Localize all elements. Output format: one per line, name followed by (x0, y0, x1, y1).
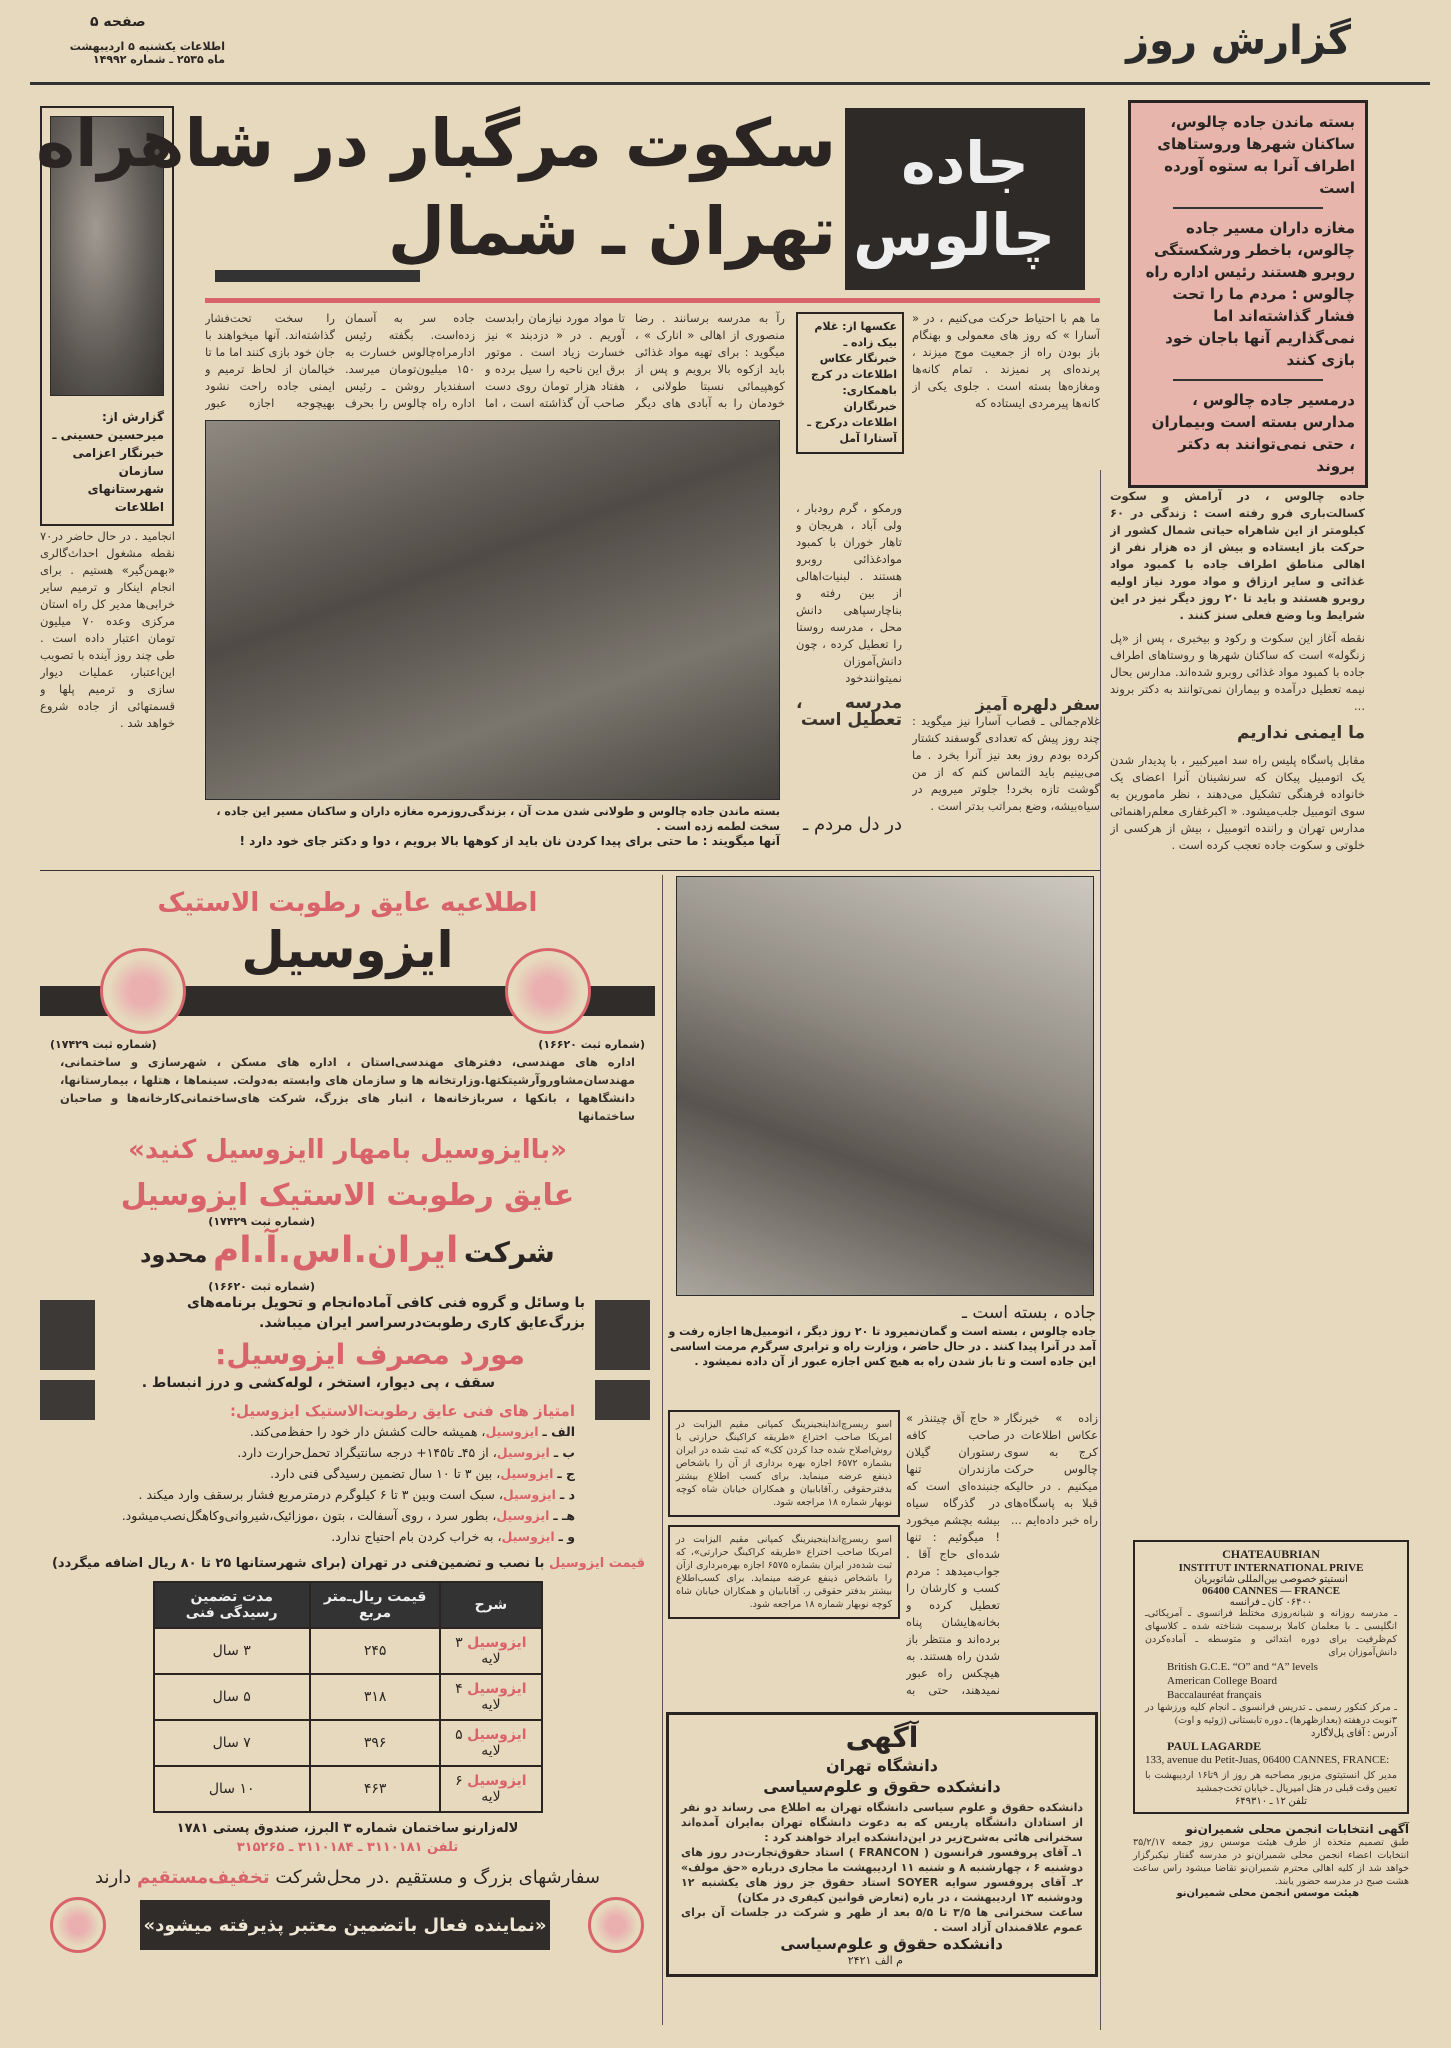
table-row (154, 1766, 542, 1812)
school-city: 06400 CANNES — FRANCE (1202, 1585, 1340, 1597)
article-column: ما هم با احتیاط حرکت می‌کنیم ، در « آسارا » که روز های معمولی و بهنگام باز بودن راه از جمعیت موج میزند ، پرنده‌ای پر نمیزند . تمام کانه‌ها ومغازه‌ها بسته است . جلوی یکی از کانه‌ها پیرمردی ایستاده که (912, 311, 1100, 410)
table-cell: ۳۱۸ (310, 1674, 440, 1720)
isosil-seal-icon (100, 948, 186, 1034)
dateline (55, 40, 225, 66)
notice-hours: ساعت سخنرانی ها ۳/۵ تا ۵/۵ بعد از ظهر و شرکت در جلسات آن برای عموم علاقمندان آزاد است . (681, 1906, 1083, 1934)
column-rule (662, 875, 663, 2025)
patent-ad-text: اسو ریسرچ‌انداینجینرینگ کمپانی مقیم الیزابت در امریکا صاحب اختراع «طریقه کراکینگ حرارتی با روش‌اصلاح شده جدا کردن کک» که ثبت شده در ایران بشماره ۶۵۷۲ اجازه بهره برداری از آن را باشخاص ذینفع عرضه مینماید. برای کسب اطلاع بیشتر بدفترحقوقی ر.آقابابیان و همکاران خیابان شاه کوچه نوبهار شماره ۱۸ مراجعه شود. (676, 1419, 892, 1508)
ad-square (595, 1380, 650, 1420)
road-worker-photo (676, 876, 1094, 1296)
article-text: مقابل پاسگاه پلیس راه سد امیرکبیر ، با پدیدار شدن یک اتومبیل پیکان که سرنشینان آنرا اعضای یک خانواده فرهنگی تشکیل می‌دهند ، نظر مامورین به سوی اتومبیل جلب‌میشود. « اکبرغفاری معلم‌راهنمائی مدارس تهران و راننده اتومبیل ، بیش از هرکسی از خلوتی و سکوت جاده تعجب کرده است . (1110, 753, 1365, 852)
highlight-divider (1173, 379, 1323, 381)
company-brand: ایران.اس.آ.ام (212, 1230, 459, 1271)
reporter-caption: گزارش از: میرحسین حسینی ـ خبرنگار اعزامی سازمان شهرستانهای اطلاعات (52, 410, 164, 514)
isosil-seal-icon (588, 1897, 644, 1953)
article-column: رآ به مدرسه برسانند . رضا منصوری از اهالی « انارک » ، میگوید : برای تهیه مواد غذائی باید ازکوه بالا برویم و پس از کوهپیمائی نسبتا طولانی ، خودمان را به آبادی های دیگر (635, 311, 785, 410)
shemiran-signature: هیئت موسس انجمن محلی شمیران‌نو (1176, 1888, 1359, 1899)
ad-title: اطلاعیه عایق رطوبت الاستیک (157, 888, 538, 918)
orders-text: سفارشهای بزرگ و مستقیم .در محل‌شرکت (275, 1867, 600, 1888)
school-features: ـ مدرسه روزانه و شبانه‌روزی مختلط فرانسوی ـ آمریکائی‌ـ انگلیسی ـ با معلمان کاملا برسمیت شناخته شده ـ کلاسهای کم‌ظرفیت برای دوره ابتدائی و متوسطه ـ آماده‌کردن دانش‌آموزان برای (1145, 1609, 1397, 1658)
feature-item (60, 1421, 575, 1442)
company-name (40, 1228, 655, 1280)
feature-item (60, 1505, 575, 1526)
table-row (154, 1674, 542, 1720)
isosil-seal-icon (50, 1897, 106, 1953)
section-logo: گزارش روز (1126, 18, 1351, 64)
banner-text: «نماینده فعال باتضمین معتبر پذیرفته میشود» (143, 1914, 547, 1936)
features-list (40, 1421, 655, 1547)
notice-title: آگهی (845, 1721, 919, 1754)
feature-text: ، به‌ خراب کردن بام احتیاج ندارد. (331, 1529, 502, 1544)
notice-body: دانشکده حقوق و علوم سیاسی دانشگاه تهران به اطلاع می رساند دو نفر از استادان دانشگاه پاریس که به دعوت دانشگاه تهران به‌ایران آمده‌اند سخنرانی هائی به‌شرح‌زیر در این‌دانشکده ایراد خواهند کرد : (681, 1801, 1083, 1844)
feature-letter: ب ـ (553, 1445, 575, 1460)
masthead-rule (30, 82, 1430, 85)
feature-brand: ایزوسیل (485, 1424, 539, 1439)
feature-letter: ج ـ (557, 1466, 575, 1481)
ad-square (40, 1300, 95, 1370)
school-subtitle: INSTITUT INTERNATIONAL PRIVE (1178, 1562, 1364, 1574)
headline-line-1: سکوت مرگبار در شاهراه (36, 105, 836, 182)
headline-kicker-box (845, 108, 1085, 290)
exam-item: American College Board (1167, 1675, 1277, 1687)
ad-phone: تلفن ۳۱۱۰۱۸۱ ـ ۳۱۱۰۱۸۴ ـ ۳۱۵۲۶۵ (236, 1840, 459, 1855)
school-city-fa: ۰۶۴۰۰ کان ـ فرانسه (1229, 1597, 1313, 1608)
dateline-line: اطلاعات یکشنبه ۵ اردیبهشت (69, 40, 225, 53)
price-heading (40, 1555, 655, 1573)
ad-black-bar (40, 986, 655, 1016)
feature-text: ، بطور سرد ، روی آسفالت ، بتون ،موزائیک،شیروانی‌وکاهگل‌نصب‌میشود. (121, 1508, 497, 1523)
table-row (154, 1720, 542, 1766)
row-layer: ۴ لایه (455, 1681, 501, 1713)
usage-title: مورد مصرف ایزوسیل: (215, 1338, 525, 1371)
feature-letter: هـ ـ (553, 1508, 575, 1523)
article-column (796, 500, 902, 806)
ad-brand: ایزوسیل (241, 921, 454, 979)
article-text: ورمکو ، گرم رودبار ، ولی آباد ، هریجان و تاهار خوران با کمبود موادغذائی روبرو هستند . لبنیات‌اهالی از بین رفته و بناچارسپاهی دانش محل ، مدرسه روستا را تعطیل کرده ، چون دانش‌آموزان نمیتوانندخود (796, 501, 902, 685)
photo-caption-2: جاده چالوس ، بسته است و گمان‌نمیرود تا ۲۰ روز دیگر ، اتومبیل‌ها اجازه رفت و آمد در آنرا پیدا کنند . در حال حاضر ، وزارت راه و ترابری سرگرم مرمت اساسی این جاده است و تا باز شدن راه به هیچ کس اجازه عبور از آن داده نمیشود . (668, 1325, 1096, 1368)
subhead: ما ایمنی نداریم (1236, 723, 1365, 743)
notice-code: م الف ۲۴۲۱ (847, 1954, 903, 1967)
shemiran-body: طبق تصمیم متخذه از طرف هیئت موسس روز جمعه ۳۵/۲/۱۷ انتخابات اعضاء انجمن محلی شمیران‌نو در مدرسه گفتار نیکبرگزار خواهد شد از کلیه اهالی محترم شمیران‌نو تقاضا میشود راس ساعت هشت صبح در مدرسه حضور یابند. (1133, 1837, 1409, 1887)
ad-square (40, 1380, 95, 1420)
article-column: « حاج آق چیتنذر » صاحب کافه رستوران گیلان مازندران تنها جنبنده‌ای است که در گذرگاه سیاه بیشه بچشم میخورد ! میگوئیم : تنها شده‌ای حاج آقا . جواب‌میدهد : مردم کسب و کارشان را تعطیل کرده و بخانه‌هایشان پناه برده‌اند و منتظر باز شدن راه هستند. به هیچکس راه عبور نمیدهند، حتی به (906, 1411, 1000, 1697)
notice-item: ۱ـ آقای پروفسور فرانسون ( FRANCON ) استاد حقوق‌تجارت‌در روز های دوشنبه ۶ ، چهارشنبه ۸ و شنبه ۱۱ اردیبهشت ما مجاری درباره «حق مولف» (681, 1846, 1084, 1874)
company-suffix: محدود (140, 1243, 208, 1268)
ad-square (595, 1300, 650, 1370)
article-column: زاده » خبرنگار عکاس اطلاعات در کرج به سوی چالوس حرکت میکنیم . در حالیکه قبلا به پاسگاه‌های راه خبر داده‌ایم ... (1004, 1411, 1098, 1527)
contact-name: PAUL LAGARDE (1167, 1739, 1262, 1753)
headline-red-rule (205, 298, 1100, 303)
article-column (1110, 488, 1365, 1528)
caption-head: جاده ، بسته است ـ (961, 1303, 1096, 1323)
row-brand: ایزوسیل (467, 1635, 527, 1651)
feature-text: ، سبک است وبین ۳ تا ۶ کیلوگرم درمترمربع فشار برسقف وارد میکند . (138, 1487, 503, 1502)
feature-text: ، بین ۳ تا ۱۰ سال تضمین رسیدگی فنی دارد. (270, 1466, 501, 1481)
table-header: مدت تضمین رسیدگی فنی (154, 1582, 310, 1628)
highlight-item: درمسیر جاده چالوس ، مدارس بسته است وبیماران ، حتی نمی‌توانند به دکتر بروند (1151, 391, 1355, 475)
feature-item (60, 1463, 575, 1484)
director-note: مدیر کل انستیتوی مزبور مصاحبه هر روز از ۹تا۱۶ اردیبهشت با تعیین وقت قبلی در هتل امپریال ـ خیابان تخت‌جمشید (1145, 1771, 1397, 1794)
table-header: شرح (440, 1582, 541, 1628)
page-number: صفحه ۵ (90, 14, 146, 30)
table-cell: ۳ سال (154, 1628, 310, 1674)
subhead: مدرسه ، تعطیل است (796, 693, 902, 730)
article-column (912, 696, 1100, 864)
photo-caption-2-block (668, 1302, 1096, 1369)
column-rule (1100, 470, 1101, 2030)
highlight-item: مغازه داران مسیر جاده چالوس، باخطر ورشکستگی روبرو هستند رئیس اداره راه چالوس : مردم ما را تحت فشار گذاشته‌اند اما نمی‌گذاریم آنها باجان خود بازی کنند (1145, 219, 1355, 369)
ad-title-2: عایق رطوبت الاستیک ایزوسیل (120, 1178, 575, 1213)
reg-number: (شماره ثبت ۱۶۶۲۰) (538, 1038, 645, 1051)
table-cell (440, 1674, 541, 1720)
notice-signature: دانشکده حقوق و علوم‌سیاسی (780, 1935, 1003, 1953)
patent-ad-text: اسو ریسرچ‌انداینجینرینگ کمپانی مقیم الیزابت در امریکا صاحب اختراع «طریقه کراکینگ حرارتی»، که ثبت شده‌در ایران بشماره ۶۵۷۵ اجازه بهره‌برداری ازآن را باشخاص ذینفع عرضه مینماید. برای کسب‌اطلاع بیشتر بدفتر حقوقی ر. آقابابیان و همکاران خیابان شاه کوچه نوبهار شماره ۱۸ مراجعه شود. (676, 1534, 892, 1610)
table-cell: ۷ سال (154, 1720, 310, 1766)
dateline-line: ماه ۲۵۳۵ ـ شماره ۱۴۹۹۲ (92, 53, 225, 66)
highlights-box (1128, 100, 1368, 488)
company-prefix: شرکت (463, 1236, 555, 1269)
row-brand: ایزوسیل (467, 1773, 527, 1789)
table-cell: ۴۶۳ (310, 1766, 440, 1812)
school-name: CHATEAUBRIAN (1222, 1547, 1320, 1561)
row-brand: ایزوسیل (467, 1681, 527, 1697)
subhead: سفر دلهره آمیز (975, 696, 1100, 714)
headline-kicker: جاده چالوس (853, 129, 1055, 269)
small-ads-stack (668, 1410, 900, 1619)
isosil-ad (40, 880, 655, 1953)
feature-brand: ایزوسیل (502, 1487, 556, 1502)
right-bottom-stack (1133, 1540, 1409, 1899)
contact-phone: تلفن ۱۲ ـ ۶۴۹۳۱۰ (1234, 1796, 1308, 1807)
orders-line (40, 1865, 655, 1891)
photo-caption-1 (205, 804, 780, 849)
article-column: جاده سر به آسمان زده‌است. بگفته رئیس ادارمراه‌چالوس خسارت به ۱۵۰ میلیون‌تومان میرسد. اسفندیار روشن ـ رئیس اداره راه چالوس را بحرف (345, 311, 475, 410)
article-text: نقطه آغاز این سکوت و رکود و بیخبری ، پس از «پل زنگوله» است که ساکنان شهرها و روستاهای اطراف جاده با کمبود مواد غذائی روبرو شده‌اند. مدارس بحال نیمه تعطیل درآمده و بیماران نمی‌توانند به دکتر بروند ... (1110, 631, 1365, 713)
highlight-divider (1173, 207, 1323, 209)
banner-row (40, 1897, 655, 1953)
reg-number: (شماره ثبت ۱۷۴۲۹) (208, 1215, 315, 1228)
feature-letter: د ـ (559, 1487, 575, 1502)
table-row (154, 1628, 542, 1674)
shemiran-notice (1133, 1822, 1409, 1899)
row-brand: ایزوسیل (467, 1727, 527, 1743)
feature-item (60, 1526, 575, 1547)
caption-text: بسته ماندن جاده چالوس و طولانی شدن مدت آن ، بزندگی‌روزمره مغازه داران و ساکنان مسیر این جاده ، سخت لطمه زده است . (216, 805, 780, 833)
shemiran-title: آگهی انتخابات انجمن محلی شمیران‌نو (1185, 1822, 1409, 1836)
feature-brand: ایزوسیل (500, 1466, 554, 1481)
representative-banner (140, 1900, 550, 1950)
notice-org: دانشگاه تهران (826, 1756, 938, 1775)
table-cell: ۳۹۶ (310, 1720, 440, 1766)
feature-item (60, 1484, 575, 1505)
article-lede: جاده چالوس ، در آرامش و سکوت کسالت‌باری فرو رفته است : زندگی در ۶۰ کیلومتر از این شاهراه حیاتی شمال کشور از حرکت باز ایستاده و بیش از ده هزار نفر از اهالی مناطق اطراف جاده با کمبود مواد غذائی و سایر ارزاق و مواد مورد نیاز اولیه روبرو هستند و باید تا ۲۰ روز دیگر نیز در این شرایط وبا وضع فعلی سنز کنند . (1110, 489, 1365, 622)
table-cell (440, 1766, 541, 1812)
university-notice (666, 1712, 1098, 1977)
feature-letter: و ـ (558, 1529, 575, 1544)
exam-item: Baccalauréat français (1167, 1689, 1262, 1701)
reg-number: (شماره ثبت ۱۷۴۲۹) (50, 1038, 157, 1051)
photo-credit-box (796, 312, 904, 454)
article-column: انجامید . در حال حاضر در۷۰ نقطه مشغول احداث‌گالری «بهمن‌گیر» هستیم . برای انجام اینکار و ترمیم سایر خرابی‌ها مدیر کل راه استان مرکزی وعده ۷۰ میلیون تومان اعتبار داده است . طی چند روز آینده با تصویب این‌اعتبار، عملیات دیوار سازی و ترمیم پلها و قسمتهائی از جاده شروع خواهد شد . (40, 529, 175, 730)
headline-line-2: تهران ـ شمال (387, 193, 836, 270)
row-layer: ۶ لایه (455, 1773, 501, 1805)
table-cell: ۱۰ سال (154, 1766, 310, 1812)
patent-ad (668, 1410, 900, 1517)
ad-address: لاله‌زارنو ساختمان شماره ۳ البرز، صندوق پستی ۱۷۸۱ (176, 1821, 519, 1836)
row-layer: ۳ لایه (455, 1635, 501, 1667)
table-cell (440, 1628, 541, 1674)
villagers-photo (205, 420, 780, 800)
feature-letter: الف ـ (542, 1424, 575, 1439)
ad-audience: اداره های مهندسی، دفترهای مهندسی‌استان ، اداره های مسکن ، شهرسازی و ساختمانی، مهندسان‌مشاوروآرشیتکتها.وزارتخانه ها و سازمان های وابسته به‌دولت. سینماها ، هتلها ، بیمارستانها، دانشگاهها ، بانکها ، سربازخانه‌ها ، انبار های بزرگ، شرکت های‌ساختمانی‌کارخانه‌ها و صاحبان ساختمانها (60, 1055, 635, 1123)
article-text: غلام‌جمالی ـ قصاب آسارا نیز میگوید : چند روز پیش که تعدادی گوسفند کشتار کرده بودم روز بعد نیز آنرا بخرد . ما می‌بینیم باید التماس کنم که از من گوشت تازه بخرد! جلوتر میرویم در سیاه‌بیشه، وضع بمراتب بدتر است . (912, 714, 1100, 813)
headline-dash (215, 270, 420, 282)
table-cell: ۵ سال (154, 1674, 310, 1720)
isosil-seal-icon (505, 948, 591, 1034)
reg-number: (شماره ثبت ۱۶۶۲۰) (208, 1280, 315, 1293)
school-features: ـ مرکز کنکور رسمی ـ تدریس فرانسوی ـ انجام کلیه ورزشها در ۳نوبت درهفته (بعدازظهرها) ـ دوره تابستانی (ژوئیه و اوت) (1145, 1703, 1397, 1726)
section-divider (40, 870, 1100, 871)
patent-ad (668, 1525, 900, 1619)
article-column: را سخت تحت‌فشار گذاشته‌اند. آنها میخواهند با جان خود بازی کنند اما ما تا خیالمان از لحاظ ترمیم و ایمنی جاده راحت نشود بهیچوجه اجازه عبور (205, 311, 335, 410)
table-cell: ۲۴۵ (310, 1628, 440, 1674)
row-layer: ۵ لایه (455, 1727, 501, 1759)
orders-discount: تخفیف‌مستقیم (136, 1867, 270, 1888)
feature-brand: ایزوسیل (496, 1508, 550, 1523)
feature-item (60, 1442, 575, 1463)
price-brand: قیمت ایزوسیل (548, 1556, 645, 1571)
ad-capability: با وسائل و گروه فنی کافی آماده‌انجام و تحویل برنامه‌های بزرگ‌عایق کاری رطوبت‌درسراسر ایران میباشد. (186, 1295, 585, 1331)
feature-text: ، از ۴۵ـ تا۱۴۵+ درجه سانتیگراد تحمل‌حرارت دارد. (237, 1445, 497, 1460)
school-name-fa: انستیتو خصوصی بین‌المللی شاتوبریان (1194, 1574, 1348, 1585)
feature-brand: ایزوسیل (501, 1529, 555, 1544)
orders-end: دارند (95, 1867, 132, 1888)
price-text: با نصب و تضمین‌فنی در تهران (برای شهرستانها ۲۵ تا ۸۰ ریال اضافه میگردد) (51, 1556, 545, 1571)
address-label: آدرس : آقای پل‌لاگارد (1310, 1728, 1397, 1739)
features-title: امتیاز های فنی عایق رطوبت‌الاستیک ایزوسیل: (229, 1402, 575, 1420)
notice-item: ۲ـ آقای پروفسور سوایه SOYER استاد حقوق جز روز های یکشنبه ۱۲ ودوشنبه ۱۳ اردیبهشت ، در باره (تعارض قوانین کیفری در مکان) (681, 1876, 1083, 1904)
exam-item: British G.C.E. “O” and “A” levels (1167, 1661, 1318, 1673)
feature-text: ، همیشه حالت کشش دار خود را حفظ‌می‌کند. (249, 1424, 486, 1439)
chateaubrian-ad (1133, 1540, 1409, 1814)
price-table (153, 1581, 543, 1813)
caption-quote: آنها میگویند : ما حتی برای پیدا کردن نان باید از کوهها بالا برویم ، دوا و دکتر جای خود دارد ! (239, 834, 780, 848)
feature-brand: ایزوسیل (496, 1445, 550, 1460)
photo-credit: عکسها از: غلام بیک زاده ـ خبرنگار عکاس اطلاعات در کرج باهمکاری: خبرنگاران اطلاعات درکرج ـ آستارا آمل (807, 320, 897, 445)
contact-address: 133, avenue du Petit-Juas, 06400 CANNES, FRANCE: (1145, 1754, 1390, 1766)
table-cell (440, 1720, 541, 1766)
article-column: تا مواد مورد نیازمان رابدست آوریم . در « دزدبند » نیز خسارت زیاد است . موتور برق این ناحیه را سیل برده و هفتاد هزار تومان روی دست صاحب آن گذاشته است ، اما (485, 311, 625, 410)
ad-slogan: «باایزوسیل بامهار اایزوسیل کنید» (128, 1135, 567, 1165)
usage-text: سقف ، پی دیوار، استخر ، لوله‌کشی و درز انبساط . (141, 1375, 495, 1391)
highlight-item: بسته ماندن جاده چالوس، ساکنان شهرها وروستاهای اطراف آنرا به ستوه آورده است (1157, 113, 1355, 197)
table-header: قیمت ریال‌ـ‌متر مربع (310, 1582, 440, 1628)
notice-org: دانشکده حقوق و علوم‌سیاسی (763, 1777, 1001, 1796)
caption-head: در دل مردم ـ (803, 814, 902, 835)
